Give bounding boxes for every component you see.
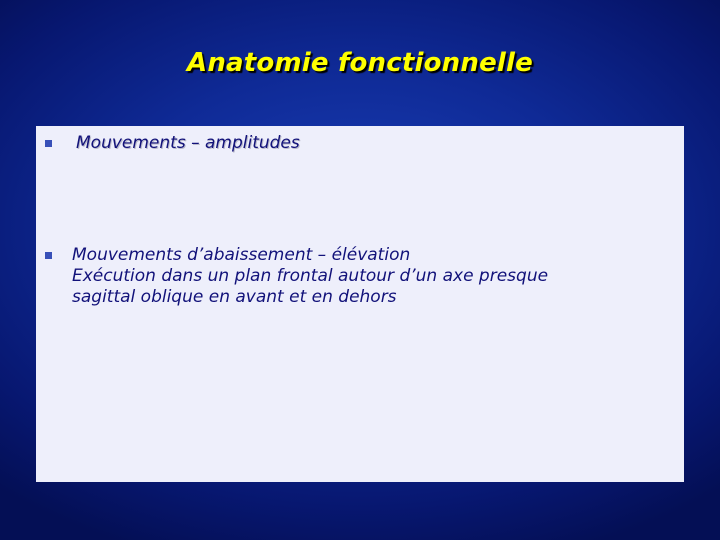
bullet-line: sagittal oblique en avant et en dehors	[72, 287, 397, 307]
square-bullet-icon	[45, 140, 52, 147]
bullet-text	[76, 133, 300, 154]
content-box	[36, 126, 684, 482]
bullet-line: Mouvements d’abaissement – élévation	[72, 245, 411, 265]
slide-title: Anatomie fonctionnelle	[187, 48, 533, 78]
bullet-line: Mouvements – amplitudes	[76, 133, 300, 153]
bullet-text	[72, 245, 548, 308]
square-bullet-icon	[45, 252, 52, 259]
bullet-line: Exécution dans un plan frontal autour d’un axe presque	[72, 266, 549, 286]
